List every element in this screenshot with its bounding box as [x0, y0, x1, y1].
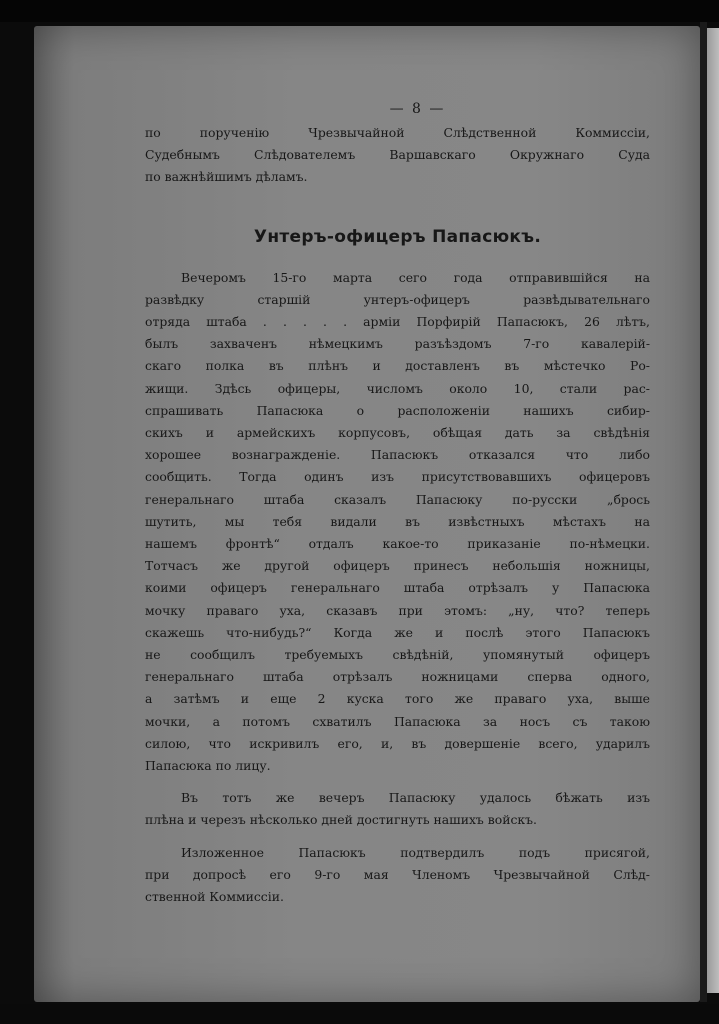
paragraph-3: [145, 842, 650, 909]
text-line: мочку праваго уха, сказавъ при этомъ: „ну, что? теперь: [145, 602, 650, 618]
paragraph-2: [145, 787, 650, 831]
text-line: коими офицеръ генеральнаго штаба отрѣзалъ у Папасюка: [145, 580, 650, 596]
text-line: былъ захваченъ нѣмецкимъ разъѣздомъ 7-го кавалерій-: [145, 336, 650, 352]
text-line: не сообщилъ требуемыхъ свѣдѣній, упомянутый офицеръ: [145, 647, 650, 663]
text-line: Тотчасъ же другой офицеръ принесъ небольшія ножницы,: [145, 558, 650, 574]
text-line: Изложенное Папасюкъ подтвердилъ подъ присягой,: [181, 844, 650, 860]
text-line: шутить, мы тебя видали въ извѣстныхъ мѣстахъ на: [145, 513, 650, 529]
text-line: скажешь что-нибудь?“ Когда же и послѣ этого Папасюкъ: [145, 624, 650, 640]
text-line: сообщить. Тогда одинъ изъ присутствовавшихъ офицеровъ: [145, 469, 650, 485]
text-line: мочки, а потомъ схватилъ Папасюка за носъ съ такою: [145, 713, 650, 729]
text-line: Судебнымъ Слѣдователемъ Варшавскаго Окружнаго Суда: [145, 147, 650, 163]
text-line: нашемъ фронтѣ“ отдалъ какое-то приказаніе по-нѣмецки.: [145, 536, 650, 552]
text-line: Вечеромъ 15-го марта сего года отправившійся на: [181, 269, 650, 285]
text-line: скаго полка въ плѣнъ и доставленъ въ мѣстечко Ро-: [145, 358, 650, 374]
scan-top-border: [0, 0, 719, 22]
text-line: плѣна и черезъ нѣсколько дней достигнуть нашихъ войскъ.: [145, 812, 537, 828]
intro-paragraph: [145, 122, 650, 189]
text-line: по важнѣйшимъ дѣламъ.: [145, 169, 308, 185]
text-line: генеральнаго штаба сказалъ Папасюку по-русски „брось: [145, 491, 650, 507]
text-line: Папасюка по лицу.: [145, 758, 271, 774]
page-gutter: [700, 22, 707, 1002]
text-line: спрашивать Папасюка о расположеніи нашихъ сибир-: [145, 402, 650, 418]
text-line: хорошее вознагражденіе. Папасюкъ отказался что либо: [145, 447, 650, 463]
next-page-edge: [707, 28, 719, 993]
scan-bottom-border: [0, 1004, 719, 1024]
paragraph-1: [145, 267, 650, 778]
section-heading: Унтеръ-офицеръ Папасюкъ.: [253, 226, 542, 247]
text-line: при допросѣ его 9-го мая Членомъ Чрезвычайной Слѣд-: [145, 866, 650, 882]
text-line: а затѣмъ и еще 2 куска того же праваго уха, выше: [145, 691, 650, 707]
text-line: отряда штаба . . . . . арміи Порфирій Папасюкъ, 26 лѣтъ,: [145, 314, 650, 330]
text-line: по порученію Чрезвычайной Слѣдственной Коммиссіи,: [145, 125, 650, 140]
text-line: ственной Коммиссіи.: [145, 889, 284, 905]
text-line: генеральнаго штаба отрѣзалъ ножницами сперва одного,: [145, 669, 650, 685]
text-line: скихъ и армейскихъ корпусовъ, обѣщая дать за свѣдѣнія: [145, 425, 650, 441]
page-number: — 8 —: [389, 101, 446, 117]
text-line: Въ тотъ же вечеръ Папасюку удалось бѣжать изъ: [181, 790, 650, 806]
page-content: [145, 96, 650, 908]
text-line: развѣдку старшій унтеръ-офицеръ развѣдывательнаго: [145, 291, 650, 307]
text-line: силою, что искривилъ его, и, въ довершеніе всего, ударилъ: [145, 735, 650, 751]
text-line: жищи. Здѣсь офицеры, числомъ около 10, стали рас-: [145, 380, 650, 396]
